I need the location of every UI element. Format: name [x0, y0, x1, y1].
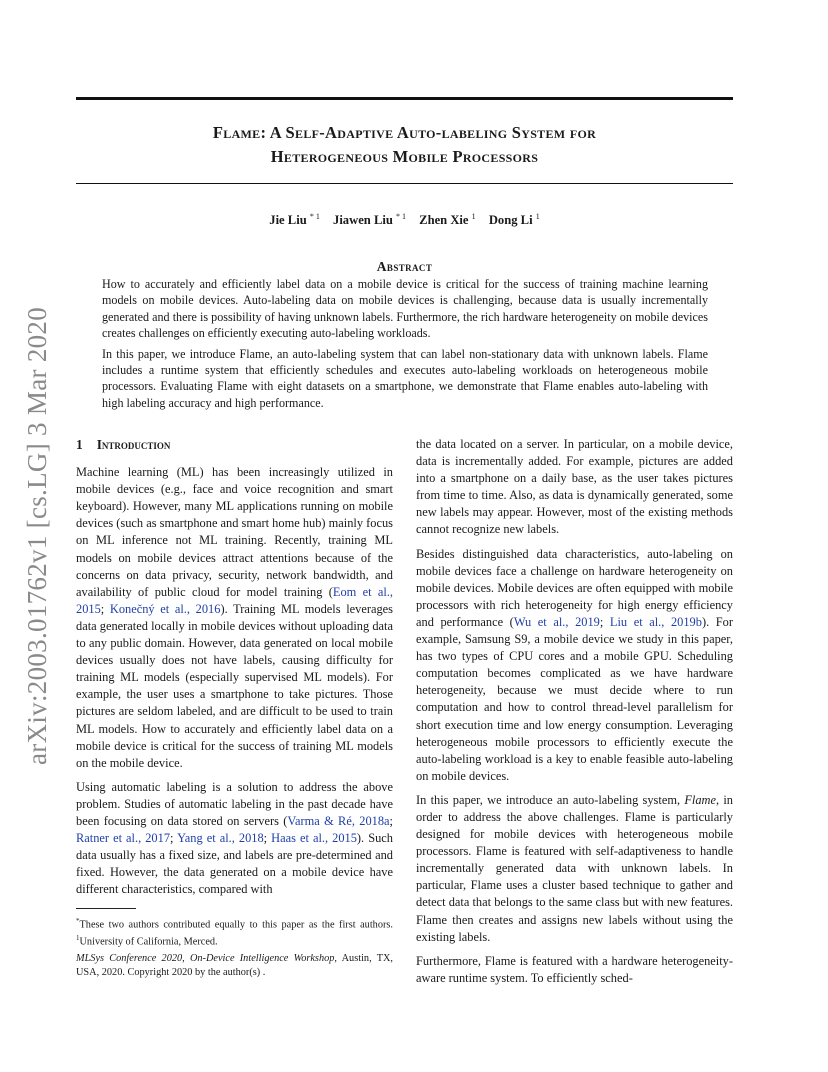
citation-link[interactable]: Yang et al., 2018	[177, 831, 264, 846]
arxiv-identifier: arXiv:2003.01762v1 [cs.LG] 3 Mar 2020	[22, 306, 52, 765]
citation-link[interactable]: Wu et al., 2019	[513, 614, 600, 629]
author: Jie Liu $^{* 1}$	[269, 212, 320, 227]
paragraph: Machine learning (ML) has been increasingly utilized in mobile devices (e.g., face and voice recognition and smart keyboard). However, many ML applications running on mobile devices (such as smartphone and smart home hub) mainly focus on ML inference not ML training. Recently, training ML models on mobile devices attract attentions because of the concerns on data privacy, security, network bandwidth, and availability of public cloud for model training (Eom et al., 2015; Konečný et al., 2016). Training ML models leverages data generated locally in mobile devices without uploading data to any public domain. However, data generated on local mobile devices usually does not have labels, causing difficulty for training ML models (especially supervised ML models). For example, the user uses a smartphone to take pictures. Those pictures are seldom labeled, and are difficult to be used to train ML models. How to accurately and efficiently label data on a mobile device is critical for the success of training ML models on the mobile device.	[76, 465, 393, 770]
citation-link[interactable]: Liu et al., 2019b	[609, 614, 702, 629]
citation-link[interactable]: Eom et al., 2015	[76, 584, 393, 616]
author-list	[76, 212, 733, 228]
abstract-paragraph: In this paper, we introduce Flame, an auto-labeling system that can label non-stationary data with unknown labels. Flame includes a runtime system that efficiently schedules and executes auto-labeling workloads on heterogeneous mobile processors. Evaluating Flame with eight datasets on a smartphone, we demonstrate that Flame enables auto-labeling with high labeling accuracy and high performance.	[102, 346, 708, 410]
citation-link[interactable]: Haas et al., 2015	[271, 831, 357, 846]
citation-link[interactable]: Konečný et al., 2016	[109, 601, 221, 616]
author: Zhen Xie $^1$	[419, 212, 476, 227]
footnote-rule	[76, 908, 136, 909]
abstract-heading: Abstract	[376, 259, 433, 274]
author: Dong Li $^1$	[488, 212, 540, 227]
author: Jiawen Liu $^{* 1}$	[333, 212, 407, 227]
paper-title: Flame: A Self-Adaptive Auto-labeling System for Heterogeneous Mobile Processors	[212, 123, 597, 166]
left-column	[76, 436, 393, 979]
paragraph: Furthermore, Flame is featured with a hardware heterogeneity-aware runtime system. To efficiently sched-	[416, 953, 733, 985]
footnote: *These two authors contributed equally to this paper as the first authors. $^1$University of California, Merced.	[76, 917, 393, 948]
paragraph: In this paper, we introduce an auto-labeling system, Flame, in order to address the above challenges. Flame is particularly designed for mobile devices with heterogeneous mobile processors. Flame is featured with self-adaptiveness to handle incrementally generated data with unknown labels. In particular, Flame uses a cluster based technique to gather and detect data that belongs to the same class but with new features. Flame then creates and assigns new labels without using the existing labels.	[416, 792, 733, 944]
paragraph: the data located on a server. In particular, on a mobile device, data is incrementally added. For example, pictures are added into a smartphone on a daily base, as the user takes pictures from time to time. Also, as data is dynamically generated, some new labels may appear. However, most of the existing methods cannot recognize new labels.	[416, 437, 733, 537]
section-heading: 1 Introduction	[76, 437, 171, 452]
conference-note: MLSys Conference 2020, On-Device Intelligence Workshop, Austin, TX, USA, 2020. Copyright 2020 by the author(s) .	[76, 953, 393, 978]
abstract-paragraph: How to accurately and efficiently label data on a mobile device is critical for the success of training machine learning models on mobile devices. Auto-labeling data on mobile devices is challenging, because data is usually incrementally generated and there is possibility of having unknown labels. Furthermore, the rich hardware heterogeneity on mobile devices creates challenges on efficiently executing auto-labeling workloads.	[102, 277, 708, 341]
right-column	[416, 436, 733, 994]
title-rule-top	[76, 97, 733, 100]
paragraph: Besides distinguished data characteristics, auto-labeling on mobile devices face a challenge on hardware heterogeneity on mobile devices. Mobile devices are often equipped with mobile processors with rich heterogeneity for high energy efficiency and performance (Wu et al., 2019; Liu et al., 2019b). For example, Samsung S9, a mobile device we study in this paper, has two types of CPU cores and a mobile GPU. Scheduling computation becomes complicated as we have hardware heterogeneity, because we must decide where to run computation and how to control thread-level parallelism for short execution time and low energy consumption. Leveraging heterogeneous mobile processors to efficiently execute the auto-labeling workload is a key to enable feasible auto-labeling on mobile devices.	[416, 546, 733, 783]
title-rule-bottom	[76, 183, 733, 184]
citation-link[interactable]: Ratner et al., 2017	[76, 831, 171, 846]
paragraph: Using automatic labeling is a solution to address the above problem. Studies of automatic labeling in the past decade have been focusing on data stored on servers (Varma & Ré, 2018a; Ratner et al., 2017; Yang et al., 2018; Haas et al., 2015). Such data usually has a fixed size, and labels are pre-determined and fixed. However, the data generated on a mobile device have different characteristics, compared with	[76, 779, 393, 897]
abstract-body	[102, 276, 708, 415]
citation-link[interactable]: Varma & Ré, 2018a	[287, 813, 390, 828]
